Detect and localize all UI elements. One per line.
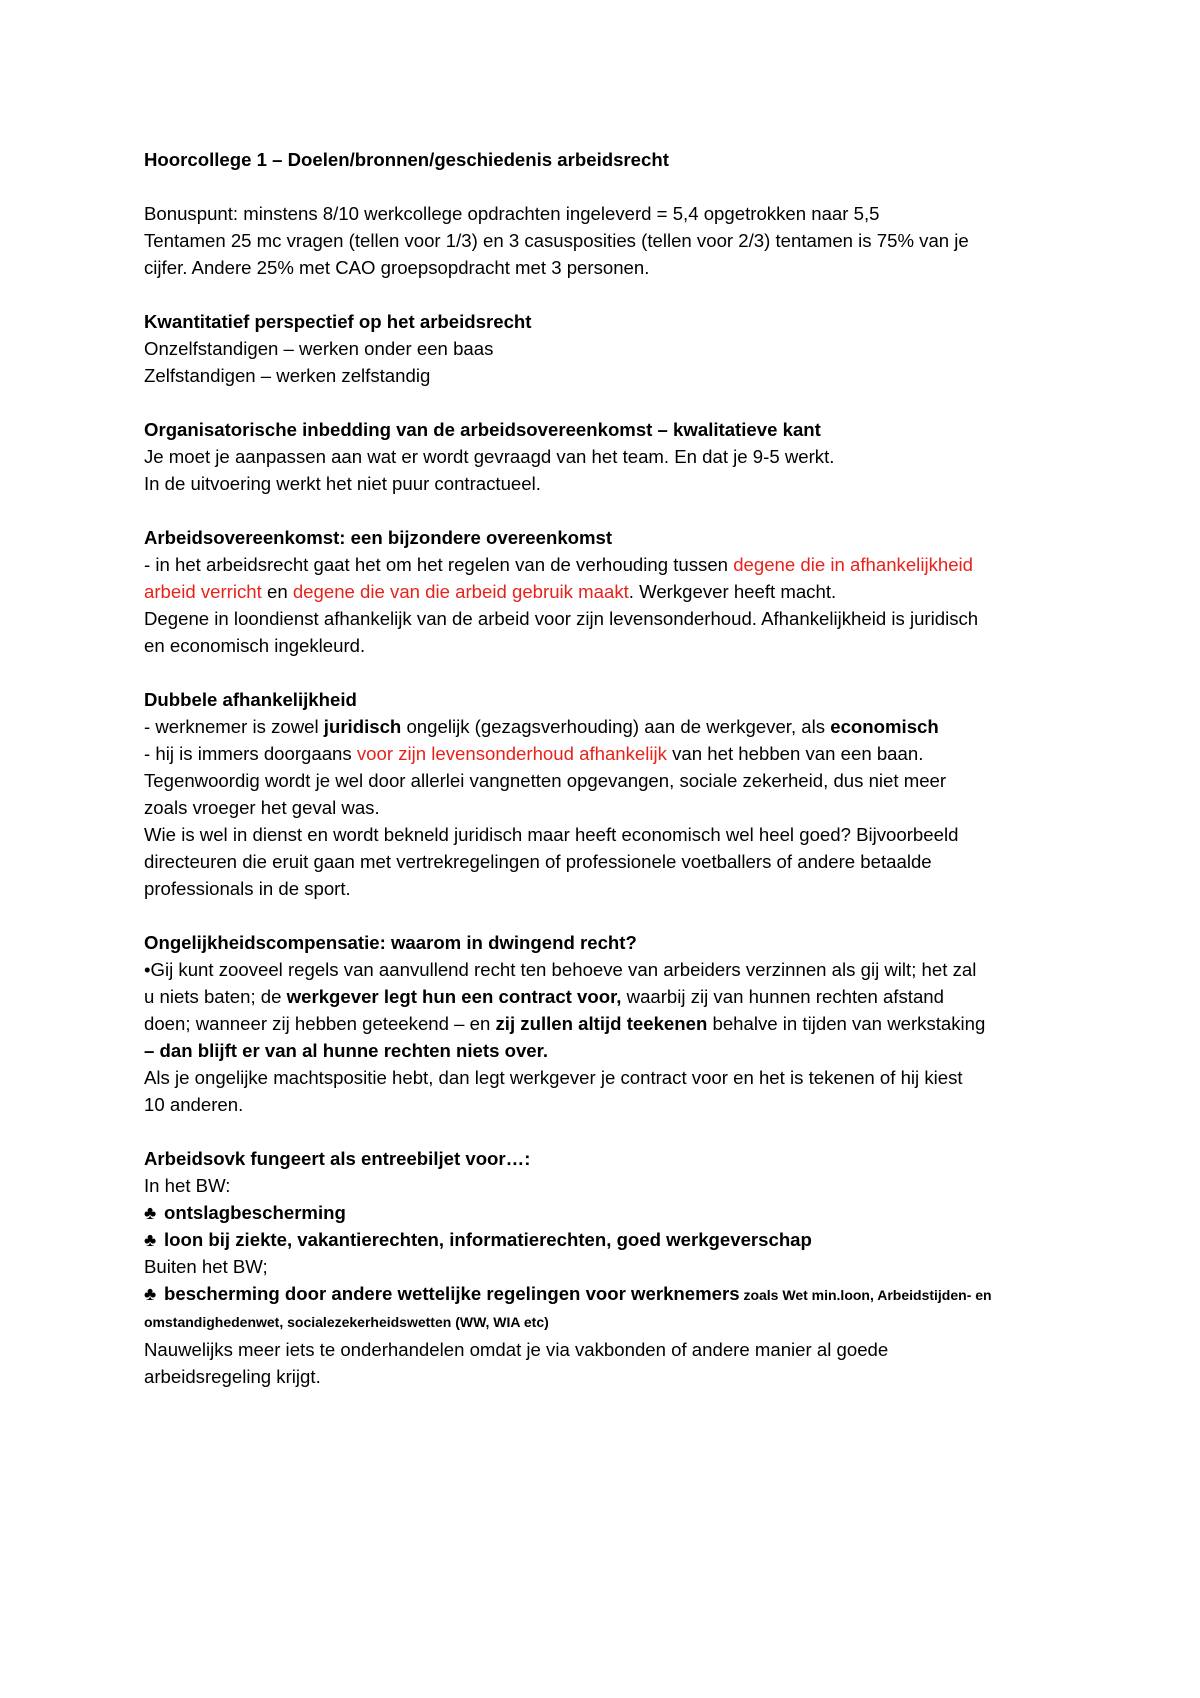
text-line: professionals in de sport.	[144, 878, 351, 899]
bold-text: zij zullen altijd teekenen	[495, 1013, 708, 1034]
list-item-label: loon bij ziekte, vakantierechten, informatierechten, goed werkgeverschap	[164, 1229, 812, 1250]
text-line: In het BW:	[144, 1175, 231, 1196]
section-ongelijkheidscompensatie	[144, 929, 1064, 1118]
text-line: Tegenwoordig wordt je wel door allerlei vangnetten opgevangen, sociale zekerheid, dus niet meer	[144, 770, 947, 791]
list-item-note: zoals Wet min.loon, Arbeidstijden- en	[739, 1287, 992, 1303]
text-run: doen; wanneer zij hebben geteekend – en	[144, 1013, 496, 1034]
text-line: Zelfstandigen – werken zelfstandig	[144, 365, 431, 386]
highlighted-text: degene die in afhankelijkheid	[733, 554, 974, 575]
text-line: Als je ongelijke machtspositie hebt, dan legt werkgever je contract voor en het is tekenen of hij kiest	[144, 1067, 963, 1088]
section-heading: Arbeidsovk fungeert als entreebiljet voor…:	[144, 1148, 531, 1169]
text-line: en economisch ingekleurd.	[144, 635, 366, 656]
list-item	[144, 1199, 1064, 1226]
text-line: Wie is wel in dienst en wordt bekneld juridisch maar heeft economisch wel heel goed? Bijvoorbeeld	[144, 824, 959, 845]
club-icon: ♣	[144, 1283, 157, 1304]
list-item-note: omstandighedenwet, socialezekerheidswetten (WW, WIA etc)	[144, 1314, 549, 1330]
quote-line: – dan blijft er van al hunne rechten niets over.	[144, 1040, 549, 1061]
highlighted-text: arbeid verricht	[144, 581, 262, 602]
quote-line	[144, 1010, 1064, 1037]
text-run: van het hebben van een baan.	[666, 743, 924, 764]
text-run: en	[261, 581, 293, 602]
intro-line: cijfer. Andere 25% met CAO groepsopdracht met 3 personen.	[144, 257, 650, 278]
section-heading: Dubbele afhankelijkheid	[144, 689, 357, 710]
highlighted-text: degene die van die arbeid gebruik maakt	[292, 581, 629, 602]
section-dubbele-afhankelijkheid	[144, 686, 1064, 902]
intro-line: Bonuspunt: minstens 8/10 werkcollege opdrachten ingeleverd = 5,4 opgetrokken naar 5,5	[144, 203, 880, 224]
text-run: waarbij zij van hunnen rechten afstand	[621, 986, 944, 1007]
club-icon: ♣	[144, 1229, 157, 1250]
text-run: ongelijk (gezagsverhouding) aan de werkgever, als	[401, 716, 831, 737]
text-line: directeuren die eruit gaan met vertrekregelingen of professionele voetballers of andere betaalde	[144, 851, 932, 872]
page-title: Hoorcollege 1 – Doelen/bronnen/geschiedenis arbeidsrecht	[144, 149, 669, 170]
section-organisatorische-inbedding	[144, 416, 1064, 497]
document-body	[144, 146, 1064, 1417]
list-item	[144, 1280, 1064, 1309]
club-icon: ♣	[144, 1202, 157, 1223]
text-line: Je moet je aanpassen aan wat er wordt gevraagd van het team. En dat je 9-5 werkt.	[144, 446, 835, 467]
text-line	[144, 551, 1064, 578]
list-item-label: bescherming door andere wettelijke regelingen voor werknemers	[164, 1283, 740, 1304]
section-heading: Organisatorische inbedding van de arbeidsovereenkomst – kwalitatieve kant	[144, 419, 821, 440]
text-run: behalve in tijden van werkstaking	[707, 1013, 986, 1034]
text-line: Degene in loondienst afhankelijk van de arbeid voor zijn levensonderhoud. Afhankelijkheid is juridisch	[144, 608, 979, 629]
text-line: In de uitvoering werkt het niet puur contractueel.	[144, 473, 541, 494]
page-title-block	[144, 146, 1064, 173]
quote-line	[144, 983, 1064, 1010]
text-line: 10 anderen.	[144, 1094, 244, 1115]
bold-text: juridisch	[323, 716, 402, 737]
bold-text: werkgever legt hun een contract voor,	[286, 986, 622, 1007]
text-line	[144, 713, 1064, 740]
section-kwantitatief	[144, 308, 1064, 389]
quote-line: •Gij kunt zooveel regels van aanvullend recht ten behoeve van arbeiders verzinnen als gij wilt; het zal	[144, 959, 977, 980]
intro-paragraph	[144, 200, 1064, 281]
text-line: Buiten het BW;	[144, 1256, 268, 1277]
text-run: - hij is immers doorgaans	[144, 743, 357, 764]
text-line: Onzelfstandigen – werken onder een baas	[144, 338, 494, 359]
list-item-label: ontslagbescherming	[164, 1202, 346, 1223]
section-heading: Ongelijkheidscompensatie: waarom in dwingend recht?	[144, 932, 637, 953]
section-heading: Arbeidsovereenkomst: een bijzondere overeenkomst	[144, 527, 613, 548]
section-heading: Kwantitatief perspectief op het arbeidsrecht	[144, 311, 532, 332]
text-run: - in het arbeidsrecht gaat het om het regelen van de verhouding tussen	[144, 554, 734, 575]
text-run: u niets baten; de	[144, 986, 287, 1007]
bold-text: economisch	[830, 716, 939, 737]
list-item	[144, 1226, 1064, 1253]
text-line	[144, 578, 1064, 605]
text-line: arbeidsregeling krijgt.	[144, 1366, 321, 1387]
text-line: Nauwelijks meer iets te onderhandelen omdat je via vakbonden of andere manier al goede	[144, 1339, 889, 1360]
intro-line: Tentamen 25 mc vragen (tellen voor 1/3) en 3 casusposities (tellen voor 2/3) tentamen is 75% van je	[144, 230, 969, 251]
section-entreebiljet	[144, 1145, 1064, 1390]
text-line: zoals vroeger het geval was.	[144, 797, 380, 818]
text-run: - werknemer is zowel	[144, 716, 324, 737]
section-arbeidsovereenkomst	[144, 524, 1064, 659]
text-run: . Werkgever heeft macht.	[628, 581, 837, 602]
text-line	[144, 740, 1064, 767]
highlighted-text: voor zijn levensonderhoud afhankelijk	[356, 743, 667, 764]
